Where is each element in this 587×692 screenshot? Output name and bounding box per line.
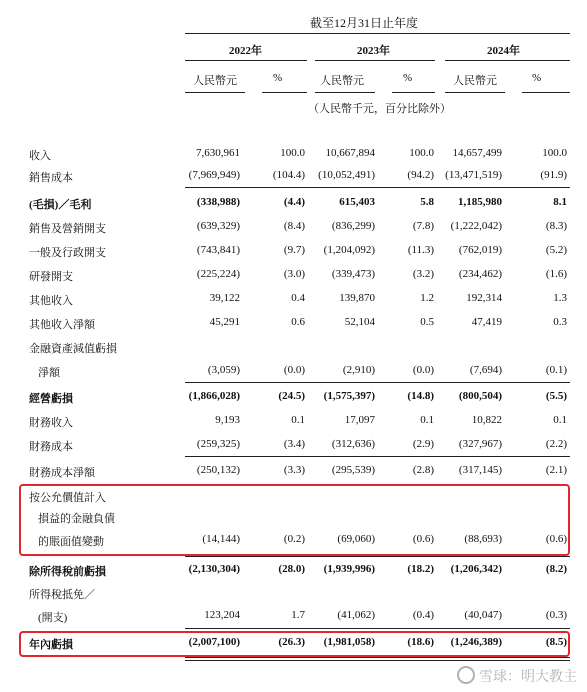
cell: (250,132) [196, 464, 240, 476]
cell: (9.7) [283, 244, 305, 256]
cell: (26.3) [278, 636, 305, 648]
cell: (0.4) [412, 609, 434, 621]
cell: (225,224) [196, 268, 240, 280]
cell: 100.0 [542, 147, 567, 159]
row-revenue [0, 147, 587, 165]
cell: 0.1 [420, 414, 434, 426]
row-label: 經營虧損 [29, 393, 73, 405]
row-finance-income [0, 414, 587, 432]
row-label: (開支) [38, 612, 68, 624]
cell: (13,471,519) [445, 169, 502, 181]
row-rd-expenses [0, 268, 587, 286]
subtotal-rule [185, 556, 570, 557]
row-label: 其他收入淨額 [29, 319, 95, 331]
row-loss-for-year [0, 636, 587, 654]
cell: (8.4) [283, 220, 305, 232]
cell: 0.4 [291, 292, 305, 304]
cell: 0.6 [291, 316, 305, 328]
cell: (104.4) [272, 169, 305, 181]
cell: (2.2) [545, 438, 567, 450]
row-selling-expenses [0, 220, 587, 238]
cell: 139,870 [339, 292, 375, 304]
cell: (1,866,028) [188, 390, 240, 402]
cell: 1.3 [553, 292, 567, 304]
cell: (88,693) [464, 533, 502, 545]
row-label: 年內虧損 [29, 639, 73, 651]
year-rule-2023 [315, 60, 435, 61]
cell: (1,222,042) [450, 220, 502, 232]
row-label: (毛損)／毛利 [29, 199, 92, 211]
percent-2024: % [532, 72, 542, 84]
cell: (24.5) [278, 390, 305, 402]
snowball-logo-icon [457, 666, 475, 684]
cell: 1.2 [420, 292, 434, 304]
cell: (2.1) [545, 464, 567, 476]
cell: 192,314 [466, 292, 502, 304]
cell: 1.7 [291, 609, 305, 621]
percent-2022: % [273, 72, 283, 84]
cell: 0.3 [553, 316, 567, 328]
cell: (94.2) [407, 169, 434, 181]
row-finance-costs [0, 438, 587, 456]
cell: 5.8 [420, 196, 434, 208]
cell: 100.0 [409, 147, 434, 159]
row-impairment-net [0, 364, 587, 382]
currency-2022: 人民幣元 [193, 75, 237, 87]
cell: (1,981,058) [323, 636, 375, 648]
double-rule-top [185, 657, 570, 658]
cell: (8.3) [545, 220, 567, 232]
row-label: 銷售及營銷開支 [29, 223, 106, 235]
row-fvtpl-heading-2 [0, 510, 587, 528]
year-2023: 2023年 [357, 45, 390, 57]
cell: (1,206,342) [450, 563, 502, 575]
cell: (40,047) [464, 609, 502, 621]
row-label: 所得稅抵免／ [29, 589, 95, 601]
cell: (2,130,304) [188, 563, 240, 575]
cell: (1,575,397) [323, 390, 375, 402]
row-label: 研發開支 [29, 271, 73, 283]
cell: (7,969,949) [188, 169, 240, 181]
cell: (14.8) [407, 390, 434, 402]
row-income-tax [0, 609, 587, 627]
cell: 7,630,961 [196, 147, 240, 159]
cell: (3.3) [283, 464, 305, 476]
cell: (41,062) [337, 609, 375, 621]
cell: (259,325) [196, 438, 240, 450]
row-income-tax-heading [0, 586, 587, 604]
year-2024: 2024年 [487, 45, 520, 57]
double-rule-bottom [185, 660, 570, 661]
row-impairment-heading [0, 340, 587, 358]
subtotal-rule [185, 456, 570, 457]
subtotal-rule [185, 187, 570, 188]
row-label: 一般及行政開支 [29, 247, 106, 259]
cell: (28.0) [278, 563, 305, 575]
period-title: 截至12月31日止年度 [310, 16, 419, 30]
cell: (5.5) [545, 390, 567, 402]
cell: (1,246,389) [450, 636, 502, 648]
subheader-rule-6 [522, 92, 570, 93]
currency-2023: 人民幣元 [320, 75, 364, 87]
cell: (3.2) [412, 268, 434, 280]
percent-2023: % [403, 72, 413, 84]
row-label: 財務收入 [29, 417, 73, 429]
cell: (3.4) [283, 438, 305, 450]
cell: (2.9) [412, 438, 434, 450]
subtotal-rule [185, 628, 570, 629]
cell: (3,059) [207, 364, 240, 376]
cell: (2.8) [412, 464, 434, 476]
cell: (836,299) [331, 220, 375, 232]
cell: (18.2) [407, 563, 434, 575]
cell: 10,822 [471, 414, 502, 426]
header-rule [185, 33, 570, 34]
cell: (0.2) [283, 533, 305, 545]
cell: (312,636) [331, 438, 375, 450]
cell: 47,419 [471, 316, 502, 328]
cell: (7.8) [412, 220, 434, 232]
row-loss-before-tax [0, 563, 587, 581]
cell: (8.2) [545, 563, 567, 575]
cell: (2,910) [342, 364, 375, 376]
row-other-income-net [0, 316, 587, 334]
cell: (234,462) [458, 268, 502, 280]
row-operating-loss [0, 390, 587, 408]
cell: (338,988) [196, 196, 240, 208]
watermark-text: 雪球：明大教主 [479, 669, 577, 685]
cell: (327,967) [458, 438, 502, 450]
cell: (0.0) [283, 364, 305, 376]
cell: (0.0) [412, 364, 434, 376]
row-gross-profit [0, 196, 587, 214]
row-label: 除所得稅前虧損 [29, 566, 106, 578]
subheader-rule-4 [392, 92, 435, 93]
row-admin-expenses [0, 244, 587, 262]
subheader-rule-2 [262, 92, 307, 93]
cell: (7,694) [469, 364, 502, 376]
cell: 45,291 [209, 316, 240, 328]
row-label: 財務成本 [29, 441, 73, 453]
year-2022: 2022年 [229, 45, 262, 57]
row-label: 財務成本淨額 [29, 467, 95, 479]
cell: 17,097 [344, 414, 375, 426]
cell: (762,019) [458, 244, 502, 256]
cell: 0.1 [553, 414, 567, 426]
cell: 8.1 [553, 196, 567, 208]
cell: (91.9) [540, 169, 567, 181]
row-cost-of-sales [0, 169, 587, 187]
row-finance-costs-net [0, 464, 587, 482]
cell: (18.6) [407, 636, 434, 648]
cell: 14,657,499 [452, 147, 502, 159]
cell: 52,104 [344, 316, 375, 328]
subheader-rule-3 [315, 92, 375, 93]
row-label: 銷售成本 [29, 172, 73, 184]
cell: (295,539) [331, 464, 375, 476]
row-other-income [0, 292, 587, 310]
row-label: 損益的金融負債 [38, 513, 115, 525]
cell: (8.5) [545, 636, 567, 648]
cell: (5.2) [545, 244, 567, 256]
cell: (2,007,100) [188, 636, 240, 648]
row-label: 其他收入 [29, 295, 73, 307]
currency-2024: 人民幣元 [453, 75, 497, 87]
row-label: 按公允價值計入 [29, 492, 106, 504]
year-rule-2024 [445, 60, 570, 61]
cell: (317,145) [458, 464, 502, 476]
cell: (0.6) [545, 533, 567, 545]
watermark [457, 666, 577, 686]
cell: (0.6) [412, 533, 434, 545]
cell: (69,060) [337, 533, 375, 545]
cell: 0.1 [291, 414, 305, 426]
cell: (1.6) [545, 268, 567, 280]
cell: (639,329) [196, 220, 240, 232]
row-label: 金融資產減值虧損 [29, 343, 117, 355]
row-fvtpl-heading-1 [0, 489, 587, 507]
subtotal-rule [185, 382, 570, 383]
cell: 615,403 [339, 196, 375, 208]
cell: (11.3) [407, 244, 434, 256]
cell: (0.3) [545, 609, 567, 621]
row-label: 淨額 [38, 367, 60, 379]
cell: 0.5 [420, 316, 434, 328]
cell: 100.0 [280, 147, 305, 159]
cell: (800,504) [458, 390, 502, 402]
cell: (3.0) [283, 268, 305, 280]
cell: (0.1) [545, 364, 567, 376]
row-label: 收入 [29, 150, 51, 162]
cell: 9,193 [215, 414, 240, 426]
row-fvtpl-change [0, 533, 587, 551]
cell: (14,144) [202, 533, 240, 545]
unit-note: （人民幣千元，百分比除外） [308, 103, 451, 115]
cell: (1,939,996) [323, 563, 375, 575]
subheader-rule-1 [185, 92, 245, 93]
cell: 39,122 [209, 292, 240, 304]
row-label: 的賬面值變動 [38, 536, 104, 548]
cell: 1,185,980 [458, 196, 502, 208]
subheader-rule-5 [445, 92, 505, 93]
year-rule-2022 [185, 60, 307, 61]
cell: (4.4) [283, 196, 305, 208]
cell: (743,841) [196, 244, 240, 256]
cell: (1,204,092) [323, 244, 375, 256]
cell: (339,473) [331, 268, 375, 280]
cell: 123,204 [204, 609, 240, 621]
cell: (10,052,491) [318, 169, 375, 181]
cell: 10,667,894 [325, 147, 375, 159]
